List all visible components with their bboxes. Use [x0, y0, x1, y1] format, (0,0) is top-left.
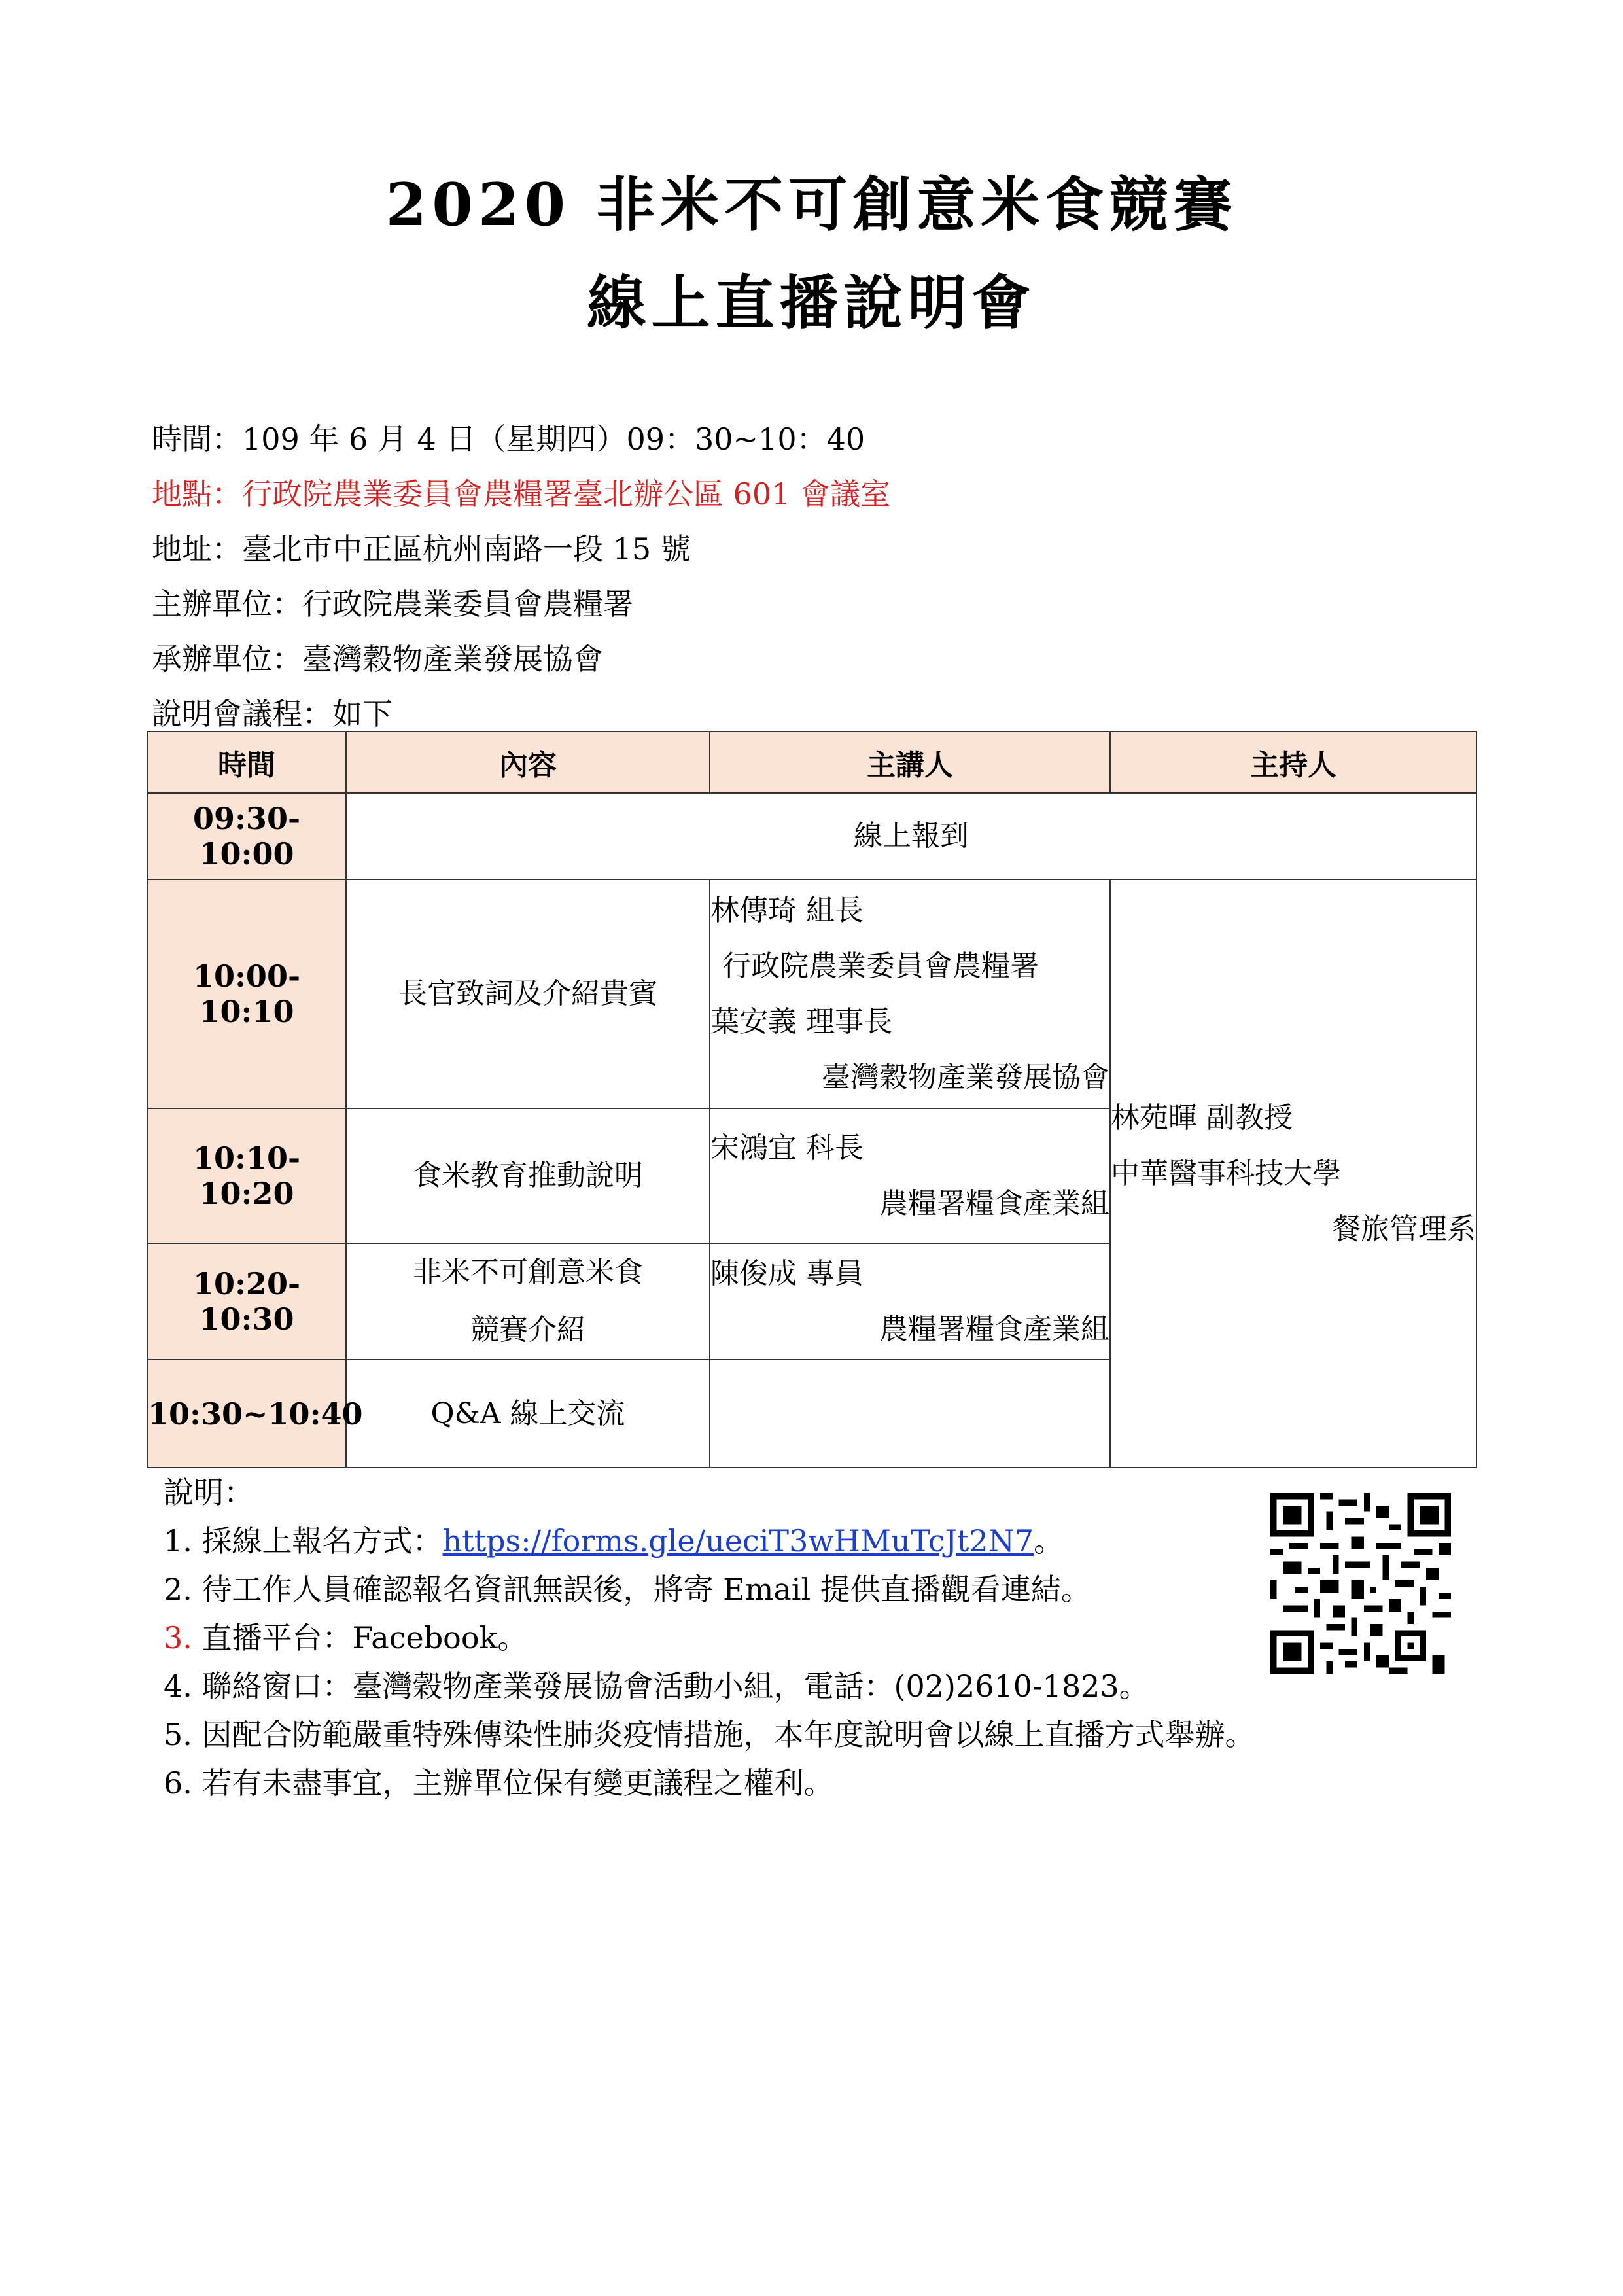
info-time: 時間：109 年 6 月 4 日（星期四）09：30~10：40 — [152, 421, 865, 457]
host-name: 林苑暉 副教授 — [1111, 1101, 1293, 1135]
note-5: 5. 因配合防範嚴重特殊傳染性肺炎疫情措施，本年度說明會以線上直播方式舉辦。 — [164, 1717, 1255, 1752]
row-content: Q&A 線上交流 — [346, 1360, 710, 1468]
content-line: 競賽介紹 — [470, 1313, 585, 1347]
info-co-organizer: 承辦單位：臺灣穀物產業發展協會 — [152, 641, 603, 677]
content-line: 非米不可創意米食 — [413, 1256, 643, 1289]
note-2: 2. 待工作人員確認報名資訊無誤後，將寄 Email 提供直播觀看連結。 — [164, 1572, 1091, 1607]
row-speaker — [710, 879, 1110, 1108]
row-time: 09:30-10:00 — [147, 793, 346, 879]
table-row — [147, 879, 1476, 1108]
header-time: 時間 — [147, 732, 346, 793]
speaker-org: 農糧署糧食產業組 — [879, 1187, 1109, 1220]
host-school: 中華醫事科技大學 — [1111, 1157, 1341, 1190]
note-6: 6. 若有未盡事宜，主辦單位保有變更議程之權利。 — [164, 1765, 834, 1801]
header-host: 主持人 — [1110, 732, 1476, 793]
speaker-name: 林傳琦 組長 — [710, 894, 864, 927]
speaker-org: 農糧署糧食產業組 — [879, 1313, 1109, 1346]
row-speaker — [710, 1243, 1110, 1360]
row-content: 食米教育推動說明 — [346, 1108, 710, 1243]
row-time: 10:10-10:20 — [147, 1108, 346, 1243]
speaker-name: 宋鴻宜 科長 — [710, 1131, 864, 1165]
host-cell — [1110, 879, 1476, 1468]
host-department: 餐旅管理系 — [1332, 1212, 1476, 1246]
note-1 — [164, 1523, 1064, 1559]
qr-code-icon[interactable] — [1270, 1493, 1451, 1674]
speaker-org: 行政院農業委員會農糧署 — [722, 949, 1039, 983]
note-1-text: 1. 採線上報名方式： — [164, 1523, 443, 1559]
table-row — [147, 793, 1476, 879]
row-time: 10:20-10:30 — [147, 1243, 346, 1360]
registration-link[interactable]: https://forms.gle/ueciT3wHMuTcJt2N7 — [442, 1523, 1034, 1559]
row-time: 10:00-10:10 — [147, 879, 346, 1108]
note-3-number: 3. — [164, 1620, 192, 1655]
info-location: 地點：行政院農業委員會農糧署臺北辦公區 601 會議室 — [152, 476, 891, 512]
agenda-label: 說明會議程：如下 — [152, 696, 393, 732]
info-organizer: 主辦單位：行政院農業委員會農糧署 — [152, 586, 633, 622]
speaker-name: 葉安義 理事長 — [710, 1005, 892, 1038]
header-speaker: 主講人 — [710, 732, 1110, 793]
note-3 — [164, 1620, 528, 1655]
speaker-name: 陳俊成 專員 — [710, 1257, 864, 1290]
note-1-suffix: 。 — [1034, 1523, 1064, 1559]
event-title: 2020 非米不可創意米食競賽 — [385, 170, 1238, 239]
row-content: 線上報到 — [346, 793, 1476, 879]
note-3-text: 直播平台：Facebook。 — [192, 1620, 528, 1655]
notes-label: 說明： — [164, 1475, 254, 1510]
header-content: 內容 — [346, 732, 710, 793]
row-content: 長官致詞及介紹貴賓 — [346, 879, 710, 1108]
table-header-row — [147, 732, 1476, 793]
row-speaker — [710, 1108, 1110, 1243]
note-4: 4. 聯絡窗口：臺灣穀物產業發展協會活動小組，電話：(02)2610-1823。 — [164, 1669, 1149, 1704]
speaker-org: 臺灣穀物產業發展協會 — [822, 1061, 1109, 1094]
row-time: 10:30~10:40 — [147, 1360, 346, 1468]
info-address: 地址：臺北市中正區杭州南路一段 15 號 — [152, 531, 691, 567]
event-subtitle: 線上直播說明會 — [587, 268, 1036, 338]
row-speaker-empty — [710, 1360, 1110, 1468]
row-content — [346, 1243, 710, 1360]
agenda-table — [147, 731, 1477, 1468]
